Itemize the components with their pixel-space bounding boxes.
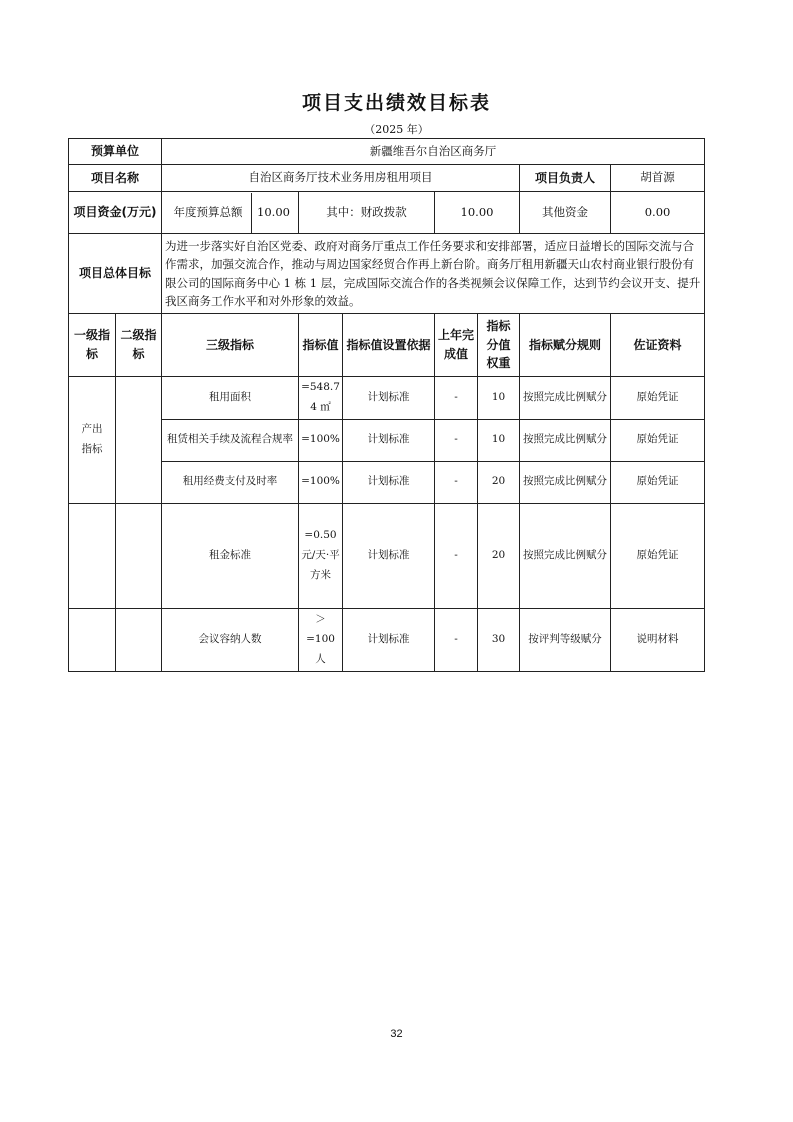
level2-empty (116, 377, 162, 504)
project-label: 项目名称 (69, 165, 162, 192)
category-output: 产出指标 (69, 377, 116, 504)
indicator-value: =100% (299, 419, 343, 461)
table-row (69, 461, 705, 503)
funds-label: 项目资金(万元) (69, 192, 162, 234)
form-title: 项目支出绩效目标表 (301, 92, 491, 114)
project-row (69, 165, 705, 192)
indicator-evidence: 原始凭证 (611, 377, 705, 420)
indicator-basis: 计划标准 (343, 461, 435, 503)
unit-row (69, 139, 705, 165)
level1-empty (69, 608, 116, 671)
unit-label: 预算单位 (69, 139, 162, 165)
indicator-evidence: 说明材料 (611, 608, 705, 671)
indicator-evidence: 原始凭证 (611, 503, 705, 608)
indicator-value: =100% (299, 461, 343, 503)
goal-row (69, 234, 705, 314)
indicator-evidence: 原始凭证 (611, 461, 705, 503)
indicator-evidence: 原始凭证 (611, 419, 705, 461)
indicator-basis: 计划标准 (343, 608, 435, 671)
indicator-name: 租赁相关手续及流程合规率 (162, 419, 299, 461)
indicator-value: ＞=100 人 (299, 608, 343, 671)
annual-budget-value: 10.00 (257, 204, 290, 219)
indicator-name: 租用面积 (162, 377, 299, 420)
indicator-rule: 按照完成比例赋分 (520, 377, 611, 420)
indicator-rule: 按评判等级赋分 (520, 608, 611, 671)
indicator-weight: 20 (478, 503, 520, 608)
header-last-year: 上年完成值 (435, 314, 478, 377)
table-row (69, 608, 705, 671)
table-row (69, 419, 705, 461)
indicator-value: =0.50 元/天·平方米 (299, 503, 343, 608)
header-row (69, 314, 705, 377)
level1-empty (69, 503, 116, 608)
indicator-last-year: - (435, 377, 478, 420)
indicator-last-year: - (435, 419, 478, 461)
indicator-value: =548.74 ㎡ (299, 377, 343, 420)
indicator-weight: 10 (478, 419, 520, 461)
indicator-basis: 计划标准 (343, 377, 435, 420)
indicator-weight: 10 (478, 377, 520, 420)
table-row (69, 377, 705, 420)
indicator-weight: 30 (478, 608, 520, 671)
goal-label: 项目总体目标 (69, 234, 162, 314)
level2-empty (116, 503, 162, 608)
other-funds-value: 0.00 (611, 192, 705, 234)
goal-text: 为进一步落实好自治区党委、政府对商务厅重点工作任务要求和安排部署，适应日益增长的国际交流与合作需求，加强交流合作，推动与周边国家经贸合作再上新台阶。商务厅租用新疆天山农村商业银行股份有限公司的国际商务中心 1 栋 1 层，完成国际交流合作的各类视频会议保障工作，达到节约会议开支、提升我区商务工作水平和对外形象的效益。 (162, 234, 705, 314)
fiscal-value: 10.00 (435, 192, 520, 234)
header-value: 指标值 (299, 314, 343, 377)
header-evidence: 佐证资料 (611, 314, 705, 377)
other-funds-label: 其他资金 (520, 192, 611, 234)
indicator-rule: 按照完成比例赋分 (520, 419, 611, 461)
form-year: （2025 年） (364, 123, 429, 136)
header-rule: 指标赋分规则 (520, 314, 611, 377)
header-weight: 指标分值权重 (478, 314, 520, 377)
funds-row (69, 192, 705, 234)
indicator-name: 租用经费支付及时率 (162, 461, 299, 503)
level2-empty (116, 608, 162, 671)
page-number: 32 (390, 1028, 403, 1040)
header-basis: 指标值设置依据 (343, 314, 435, 377)
indicator-basis: 计划标准 (343, 419, 435, 461)
indicator-basis: 计划标准 (343, 503, 435, 608)
manager-label: 项目负责人 (520, 165, 611, 192)
project-value: 自治区商务厅技术业务用房租用项目 (162, 165, 520, 192)
unit-value: 新疆维吾尔自治区商务厅 (162, 139, 705, 165)
indicator-weight: 20 (478, 461, 520, 503)
indicator-name: 会议容纳人数 (162, 608, 299, 671)
indicator-rule: 按照完成比例赋分 (520, 503, 611, 608)
fiscal-label: 其中：财政拨款 (299, 192, 435, 234)
annual-budget-text: 年度预算总额 (165, 193, 252, 233)
annual-budget-label (162, 192, 299, 234)
indicator-last-year: - (435, 461, 478, 503)
header-level1: 一级指标 (69, 314, 116, 377)
header-level3: 三级指标 (162, 314, 299, 377)
indicator-last-year: - (435, 608, 478, 671)
table-row (69, 503, 705, 608)
performance-target-table (68, 138, 705, 672)
indicator-rule: 按照完成比例赋分 (520, 461, 611, 503)
manager-value: 胡首源 (611, 165, 705, 192)
header-level2: 二级指标 (116, 314, 162, 377)
indicator-last-year: - (435, 503, 478, 608)
indicator-name: 租金标准 (162, 503, 299, 608)
